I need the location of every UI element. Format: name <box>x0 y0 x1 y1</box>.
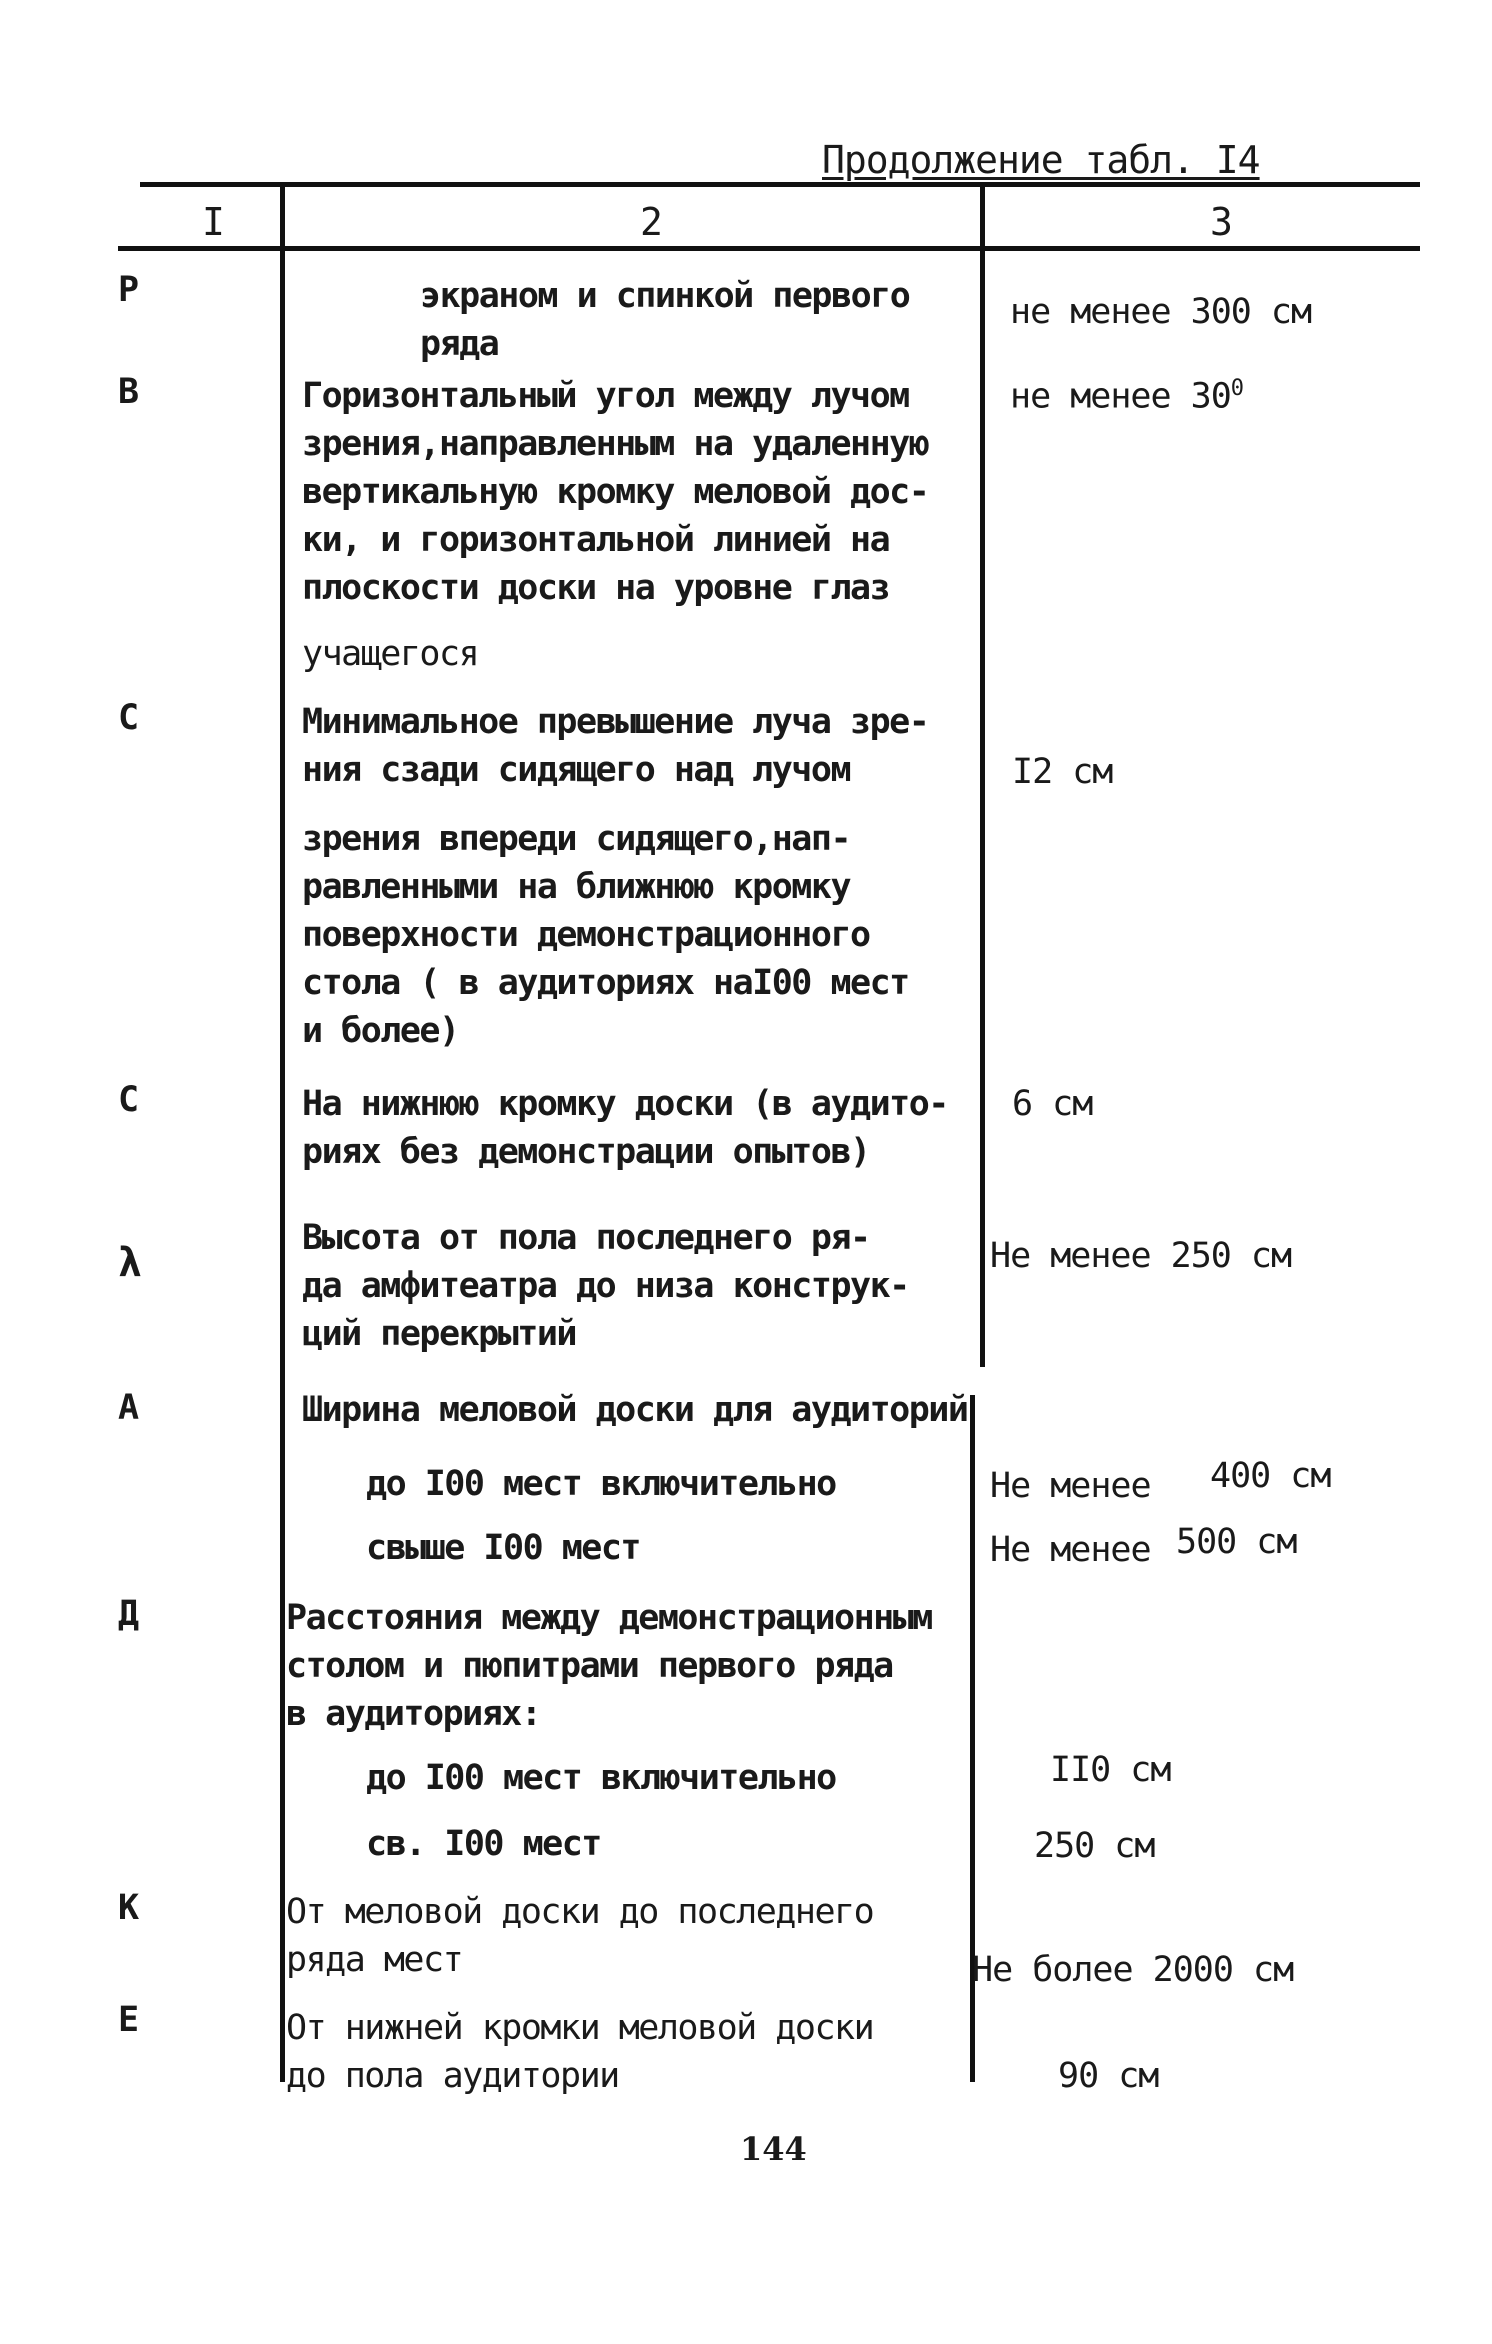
table-continuation-caption: Продолжение табл. I4 <box>822 138 1260 182</box>
row-value: не менее 300 см <box>1010 292 1312 332</box>
row-subitem: св. I00 мест <box>366 1824 601 1864</box>
table-header-rule <box>118 246 1420 251</box>
row-value: 500 см <box>1176 1522 1297 1562</box>
row-code: С <box>118 698 140 738</box>
row-value-text: не менее 30 <box>1010 376 1231 417</box>
row-value: Не более 2000 см <box>972 1950 1294 1990</box>
row-description: На нижнюю кромку доски (в аудито- риях без демонстрации опытов) <box>302 1084 948 1172</box>
row-value-label: Не менее <box>990 1530 1151 1570</box>
row-value-label: Не менее <box>990 1466 1151 1506</box>
row-value: 6 см <box>1012 1084 1093 1124</box>
row-description: Ширина меловой доски для аудиторий <box>302 1390 968 1430</box>
row-value <box>1010 376 1243 417</box>
page-number: 144 <box>740 2130 807 2168</box>
row-description: Высота от пола последнего ря- да амфитеатра до низа конструк- ций перекрытий <box>302 1218 909 1354</box>
row-description: Расстояния между демонстрационным столом и пюпитрами первого ряда в аудиториях: <box>286 1598 932 1734</box>
column-header-3: 3 <box>1210 200 1233 244</box>
row-description-continuation: учащегося <box>302 634 479 674</box>
row-description: От нижней кромки меловой доски до пола аудитории <box>286 2008 874 2096</box>
row-value: 90 см <box>1058 2056 1159 2096</box>
row-description: От меловой доски до последнего ряда мест <box>286 1892 874 1980</box>
row-value: I2 см <box>1012 752 1113 792</box>
table-top-rule <box>140 182 1420 187</box>
row-code: К <box>118 1888 140 1928</box>
column-divider-2 <box>980 182 985 1367</box>
row-value: 400 см <box>1210 1456 1331 1496</box>
row-description-continuation: зрения впереди сидящего,нап- равленными на ближнюю кромку поверхности демонстрационного стола ( в аудиториях наI00 мест и более) <box>302 819 909 1051</box>
column-header-1: I <box>202 200 225 244</box>
row-subitem: до I00 мест включительно <box>366 1464 836 1504</box>
row-value: 250 см <box>1034 1826 1155 1866</box>
row-value: Не менее 250 см <box>990 1236 1292 1276</box>
row-code: С <box>118 1080 140 1120</box>
row-code: Е <box>118 2000 140 2040</box>
row-code: λ <box>118 1240 143 1286</box>
row-code: В <box>118 372 140 412</box>
column-divider-1 <box>280 182 285 2082</box>
row-code: Р <box>118 270 140 310</box>
row-description: Горизонтальный угол между лучом зрения,направленным на удаленную вертикальную кромку меловой дос- ки, и горизонтальной линией на плоскости доски на уровне глаз <box>302 376 929 608</box>
row-code: А <box>118 1388 140 1428</box>
row-code: Д <box>118 1594 140 1634</box>
row-description: экраном и спинкой первого ряда <box>420 276 910 364</box>
column-header-2: 2 <box>640 200 663 244</box>
row-value: II0 см <box>1050 1750 1171 1790</box>
row-subitem: свыше I00 мест <box>366 1528 641 1568</box>
row-subitem: до I00 мест включительно <box>366 1758 836 1798</box>
row-description: Минимальное превышение луча зре- ния сзади сидящего над лучом <box>302 702 929 790</box>
degree-superscript: 0 <box>1230 376 1244 401</box>
